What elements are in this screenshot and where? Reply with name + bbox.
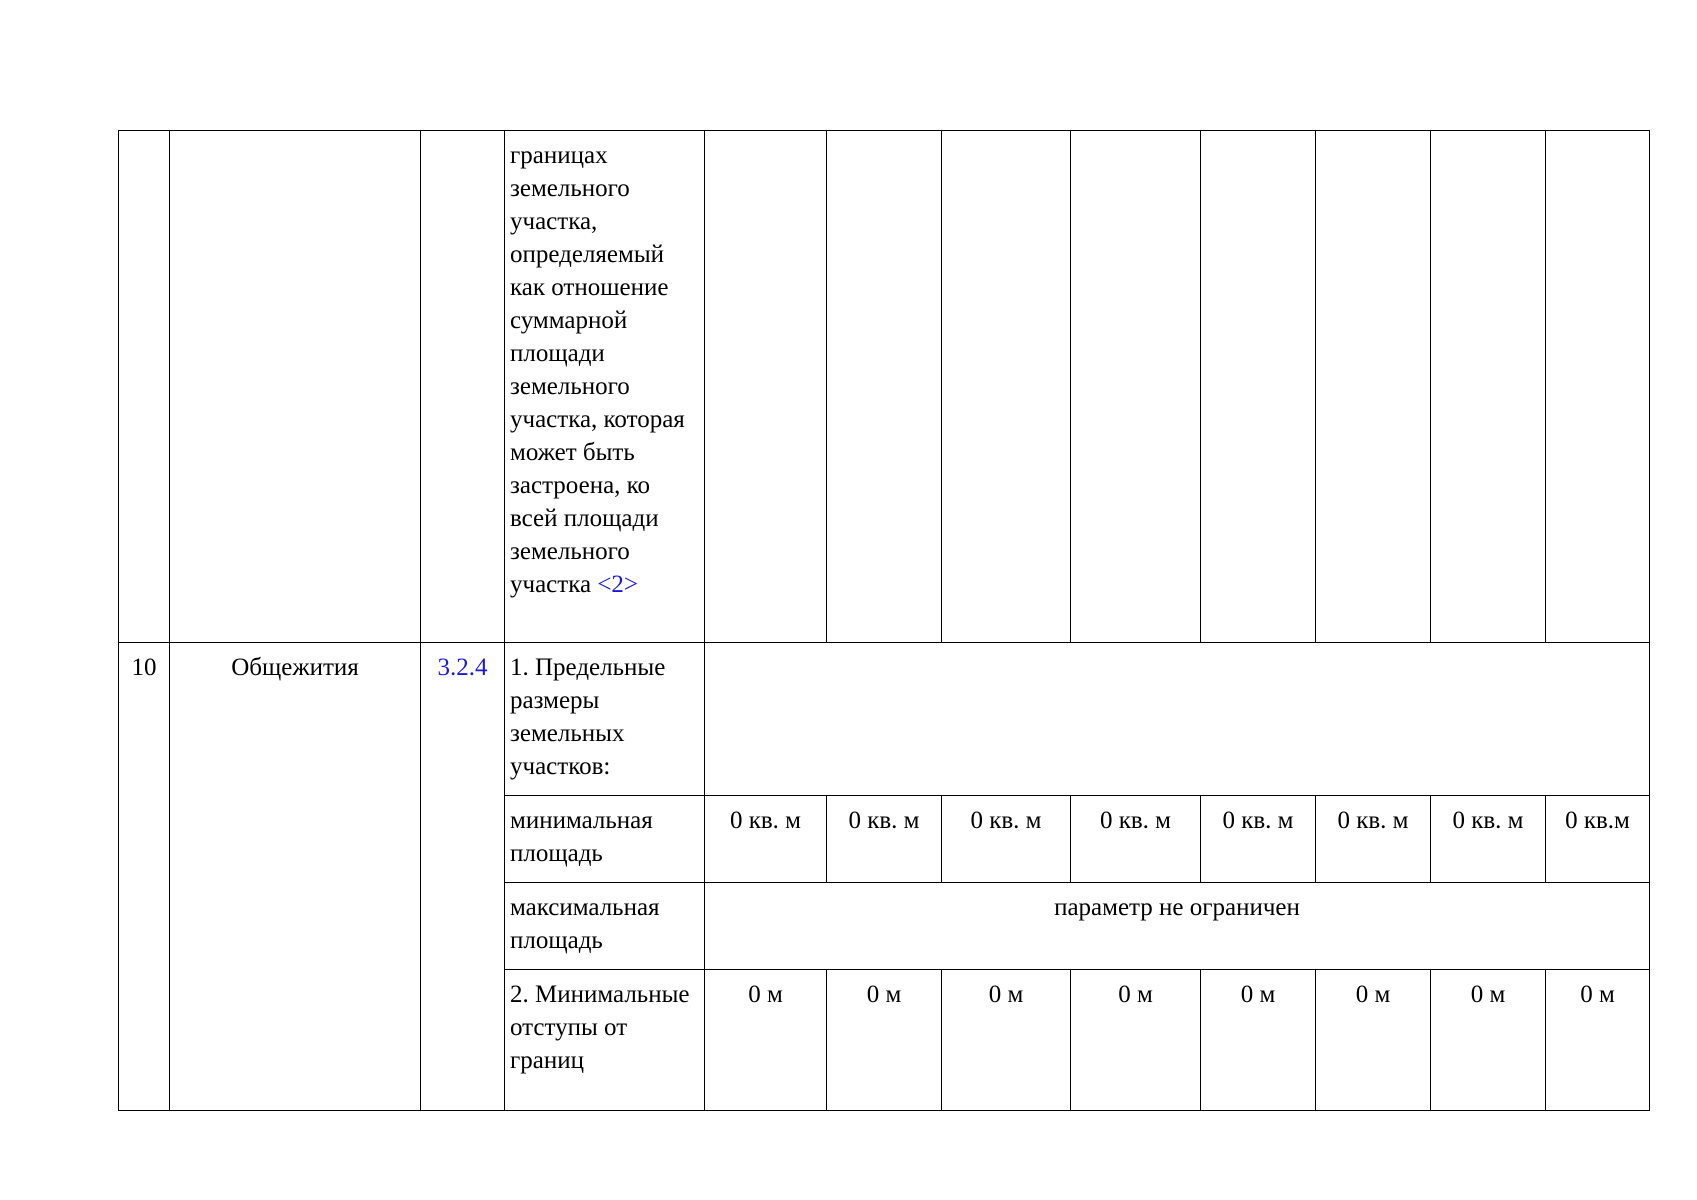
- value-cell: [942, 131, 1071, 643]
- value-cell: 0 кв. м: [827, 796, 942, 883]
- value-cell: 0 кв. м: [705, 796, 827, 883]
- object-name-cell: [170, 131, 421, 643]
- code-cell: [421, 131, 505, 643]
- value-cell: 0 м: [705, 970, 827, 1111]
- value-cell: [1071, 131, 1201, 643]
- value-cell: [1546, 131, 1650, 643]
- parameter-cell: 2. Минимальные отступы от границ: [505, 970, 705, 1111]
- value-cell: 0 м: [827, 970, 942, 1111]
- value-cell: [1316, 131, 1431, 643]
- value-cell: 0 кв.м: [1546, 796, 1650, 883]
- parameter-cell: 1. Предельные размеры земельных участков:: [505, 643, 705, 796]
- parameter-cell: минимальная площадь: [505, 796, 705, 883]
- value-cell: [705, 131, 827, 643]
- value-cell: [827, 131, 942, 643]
- value-cell: 0 м: [942, 970, 1071, 1111]
- value-cell: 0 кв. м: [1071, 796, 1201, 883]
- value-cell: [1201, 131, 1316, 643]
- value-cell: 0 кв. м: [942, 796, 1071, 883]
- regulations-table: [118, 130, 1650, 1111]
- parameter-cell: максимальная площадь: [505, 883, 705, 970]
- table-row-continuation: [119, 131, 1650, 643]
- parameter-cell: [505, 131, 705, 643]
- value-cell: 0 м: [1431, 970, 1546, 1111]
- value-cell: 0 м: [1316, 970, 1431, 1111]
- value-cell: 0 кв. м: [1201, 796, 1316, 883]
- table-row-10: [119, 643, 1650, 796]
- object-name-cell: Общежития: [170, 643, 421, 1111]
- code-link[interactable]: 3.2.4: [421, 643, 505, 1111]
- value-cell-merged: параметр не ограничен: [705, 883, 1650, 970]
- row-number-cell: 10: [119, 643, 170, 1111]
- value-cell: 0 м: [1071, 970, 1201, 1111]
- value-cell: 0 м: [1546, 970, 1650, 1111]
- value-cell: 0 кв. м: [1316, 796, 1431, 883]
- value-cell: 0 кв. м: [1431, 796, 1546, 883]
- footnote-link[interactable]: <2>: [597, 571, 639, 598]
- value-cell-merged: [705, 643, 1650, 796]
- parameter-text: границах земельного участка, определяемый как отношение суммарной площади земельного участка, которая может быть застроена, ко всей площади земельного участка: [510, 142, 685, 598]
- value-cell: 0 м: [1201, 970, 1316, 1111]
- row-number-cell: [119, 131, 170, 643]
- value-cell: [1431, 131, 1546, 643]
